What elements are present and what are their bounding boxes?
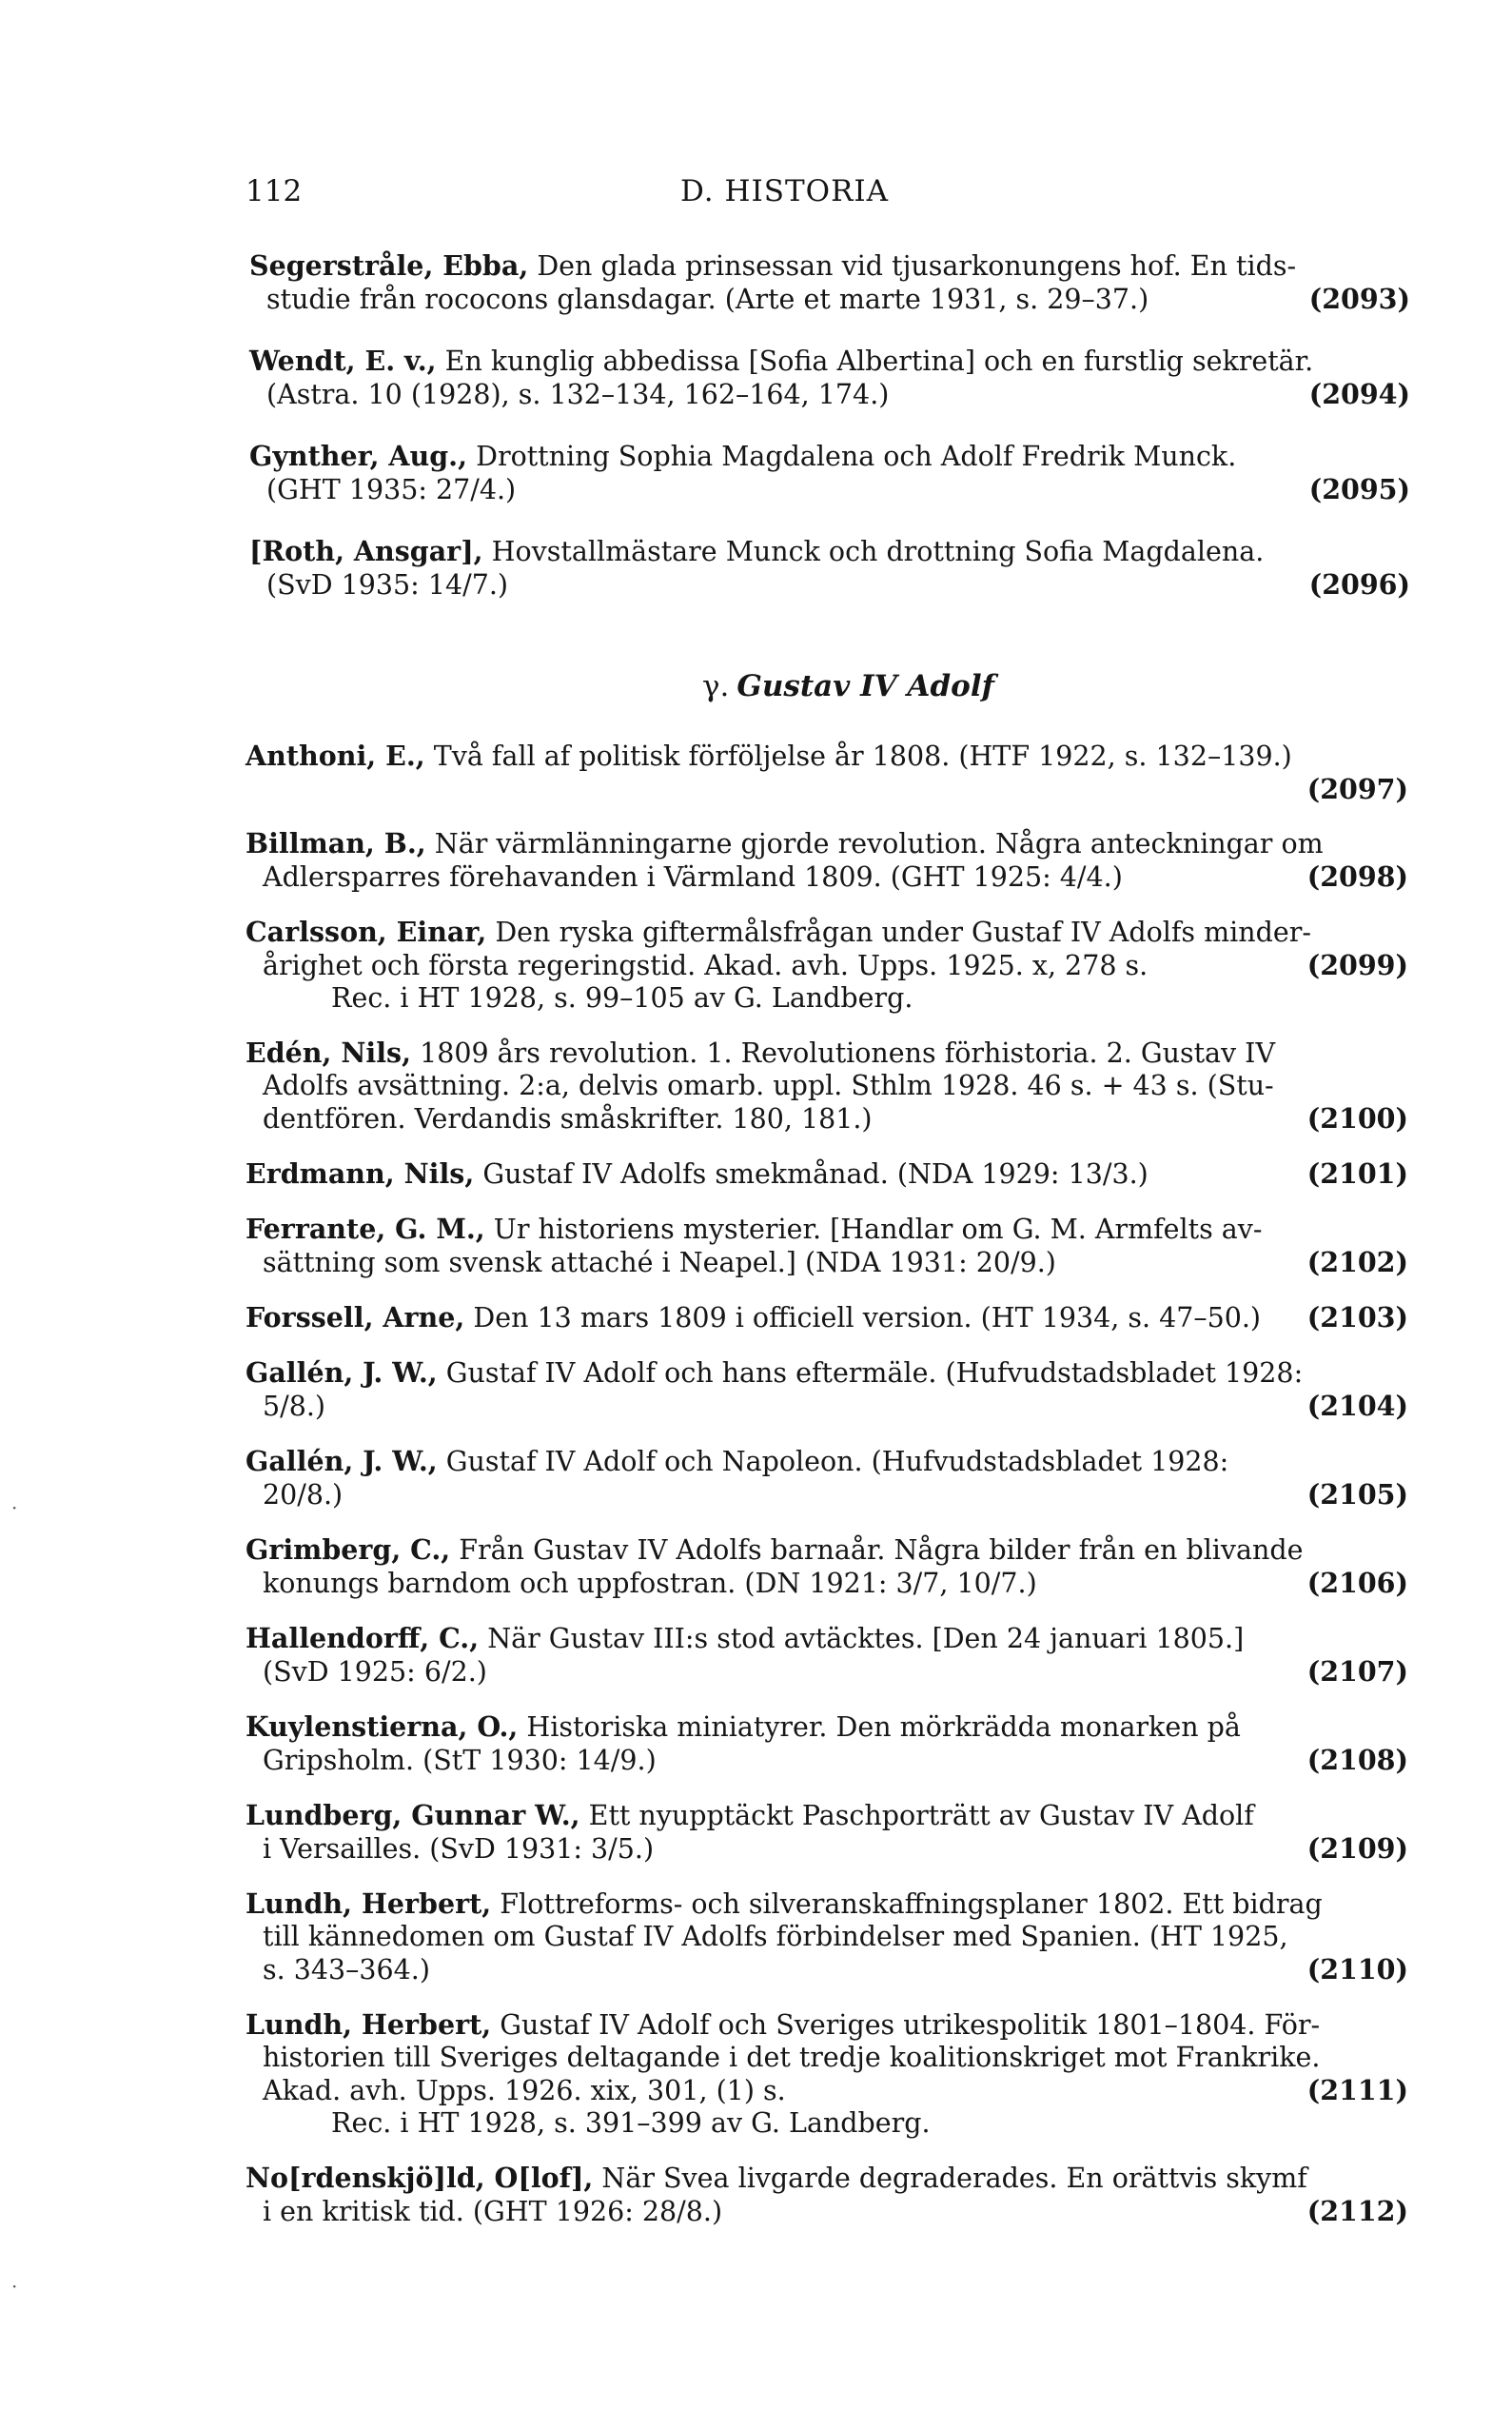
entry-number: (2108) [1306,1744,1408,1776]
entry-title: Historiska miniatyrer. Den mörkrädda monarken på [526,1711,1241,1743]
entry-number: (2109) [1306,1832,1408,1865]
entry-number: (2094) [1308,378,1410,410]
bibliography-entry [245,2162,1408,2228]
entry-title: Den 13 mars 1809 i officiell version. (HT 1934, s. 47–50.) [473,1302,1262,1334]
lower-entries [245,740,1408,2250]
entry-continuation: (GHT 1935: 27/4.) [266,474,517,505]
bibliography-entry [249,345,1410,411]
entry-title: 1809 års revolution. 1. Revolutionens förhistoria. 2. Gustav IV [420,1037,1276,1069]
section-symbol: γ. [702,669,730,703]
entry-number: (2095) [1308,473,1410,505]
entry-continuation: 5/8.) [263,1391,326,1422]
entry-continuation: konungs barndom och uppfostran. (DN 1921: 3/7, 10/7.) [263,1568,1037,1599]
entry-line2: till kännedomen om Gustaf IV Adolfs förbindelser med Spanien. (HT 1925, [263,1921,1288,1952]
entry-title: Gustaf IV Adolf och hans eftermäle. (Hufvudstadsbladet 1928: [445,1357,1304,1389]
bibliography-entry [245,1622,1408,1689]
upper-entries [249,249,1410,630]
bibliography-entry [245,1356,1408,1423]
entry-title: Ur historiens mysterier. [Handlar om G. M. Armfelts av- [493,1214,1263,1245]
entry-title: Den glada prinsessan vid tjusarkonungens hof. En tids- [537,250,1297,282]
entry-continuation: årighet och första regeringstid. Akad. avh. Upps. 1925. x, 278 s. [263,950,1149,981]
bibliography-entry [245,2008,1408,2140]
bibliography-entry [245,1710,1408,1777]
entry-number: (2110) [1306,1953,1408,1985]
entry-author: Gynther, Aug., [249,440,468,472]
entry-number: (2093) [1308,283,1410,315]
bibliography-entry [249,249,1410,316]
entry-continuation: Adlersparres förehavanden i Värmland 1809. (GHT 1925: 4/4.) [263,861,1123,893]
entry-continuation: Gripsholm. (StT 1930: 14/9.) [263,1745,657,1776]
bibliography-entry [249,440,1410,506]
entry-continuation: (Astra. 10 (1928), s. 132–134, 162–164, 174.) [266,379,890,410]
entry-line2: Adolfs avsättning. 2:a, delvis omarb. uppl. Sthlm 1928. 46 s. + 43 s. (Stu- [263,1070,1274,1101]
entry-number: (2099) [1306,949,1408,981]
entry-continuation: dentfören. Verdandis småskrifter. 180, 181.) [263,1103,873,1135]
bibliography-entry [245,827,1408,894]
entry-number: (2107) [1306,1655,1408,1688]
entry-title: En kunglig abbedissa [Sofia Albertina] och en furstlig sekretär. [444,346,1314,377]
entry-author: Kuylenstierna, O., [245,1710,519,1743]
entry-number: (2101) [1306,1157,1408,1190]
entry-author: Lundh, Herbert, [245,1887,492,1920]
bibliography-entry [245,740,1408,805]
entry-title: Gustaf IV Adolf och Sveriges utrikespolitik 1801–1804. För- [500,2009,1321,2041]
entry-author: No[rdenskjö]ld, O[lof], [245,2162,594,2194]
entry-author: Wendt, E. v., [249,345,437,377]
bibliography-entry [245,1533,1408,1600]
entry-author: Carlsson, Einar, [245,916,487,948]
entry-author: Erdmann, Nils, [245,1157,475,1190]
entry-continuation: i en kritisk tid. (GHT 1926: 28/8.) [263,2196,723,2227]
entry-title: Gustaf IV Adolfs smekmånad. (NDA 1929: 13/3.) [482,1158,1149,1190]
entry-title: Ett nyupptäckt Paschporträtt av Gustav IV Adolf [588,1800,1254,1831]
entry-author: Forssell, Arne, [245,1301,465,1334]
entry-title: När Svea livgarde degraderades. En orättvis skymf [601,2163,1307,2194]
entry-author: Segerstråle, Ebba, [249,249,529,282]
entry-author: Billman, B., [245,827,426,859]
entry-title: Från Gustav IV Adolfs barnaår. Några bilder från en blivande [459,1534,1304,1566]
section-heading [702,669,994,703]
entry-continuation: (SvD 1935: 14/7.) [266,569,509,601]
entry-title: När Gustav III:s stod avtäcktes. [Den 24 januari 1805.] [487,1623,1245,1654]
page-number: 112 [245,174,303,208]
entry-continuation: sättning som svensk attaché i Neapel.] (NDA 1931: 20/9.) [263,1247,1056,1278]
entry-number: (2112) [1306,2195,1408,2227]
entry-number: (2102) [1306,1246,1408,1278]
entry-author: Lundberg, Gunnar W., [245,1799,580,1831]
entry-number: (2104) [1306,1390,1408,1422]
entry-review: Rec. i HT 1928, s. 391–399 av G. Landberg. [331,2107,931,2139]
entry-title: Drottning Sophia Magdalena och Adolf Fredrik Munck. [476,441,1237,472]
entry-number: (2111) [1306,2074,1408,2106]
entry-number: (2097) [1306,773,1408,805]
entry-author: [Roth, Ansgar], [249,535,483,567]
entry-line2: historien till Sveriges deltagande i det tredje koalitionskriget mot Frankrike. [263,2042,1321,2073]
entry-author: Lundh, Herbert, [245,2008,492,2041]
entry-title: Hovstallmästare Munck och drottning Sofia Magdalena. [491,536,1265,567]
entry-title: Två fall af politisk förföljelse år 1808. (HTF 1922, s. 132–139.) [433,741,1292,772]
entry-continuation: 20/8.) [263,1479,344,1511]
entry-title: Flottreforms- och silveranskaffningsplaner 1802. Ett bidrag [500,1888,1323,1920]
bibliography-entry [245,1213,1408,1279]
entry-number: (2103) [1306,1301,1408,1334]
entry-number: (2105) [1306,1478,1408,1511]
bibliography-entry [245,1887,1408,1986]
bibliography-entry [245,1157,1408,1191]
entry-title: När värmlänningarne gjorde revolution. Några anteckningar om [434,828,1324,859]
section-title: Gustav IV Adolf [736,669,994,703]
entry-continuation: Akad. avh. Upps. 1926. xix, 301, (1) s. [263,2075,786,2106]
margin-mark: · [11,1496,18,1519]
bibliography-entry [245,1799,1408,1866]
entry-continuation: studie från rococons glansdagar. (Arte et marte 1931, s. 29–37.) [266,284,1149,315]
bibliography-entry [249,535,1410,602]
entry-continuation: (SvD 1925: 6/2.) [263,1656,487,1688]
entry-author: Gallén, J. W., [245,1445,438,1477]
entry-number: (2098) [1306,860,1408,893]
entry-number: (2096) [1308,568,1410,601]
bibliography-entry [245,1037,1408,1136]
entry-title: Den ryska giftermålsfrågan under Gustaf IV Adolfs minder- [495,917,1311,948]
entry-author: Ferrante, G. M., [245,1213,485,1245]
bibliography-entry [245,1301,1408,1334]
bibliography-entry [245,916,1408,1015]
entry-author: Grimberg, C., [245,1533,451,1566]
entry-author: Anthoni, E., [245,740,425,772]
margin-mark: · [11,2275,18,2298]
entry-number: (2106) [1306,1567,1408,1599]
entry-title: Gustaf IV Adolf och Napoleon. (Hufvudstadsbladet 1928: [445,1446,1229,1477]
entry-review: Rec. i HT 1928, s. 99–105 av G. Landberg. [331,982,913,1014]
bibliography-entry [245,1445,1408,1511]
entry-author: Gallén, J. W., [245,1356,438,1389]
running-head: D. HISTORIA [680,174,890,208]
entry-author: Edén, Nils, [245,1037,412,1069]
entry-author: Hallendorff, C., [245,1622,480,1654]
entry-number: (2100) [1306,1102,1408,1135]
entry-continuation: i Versailles. (SvD 1931: 3/5.) [263,1833,655,1865]
entry-continuation: s. 343–364.) [263,1954,430,1985]
